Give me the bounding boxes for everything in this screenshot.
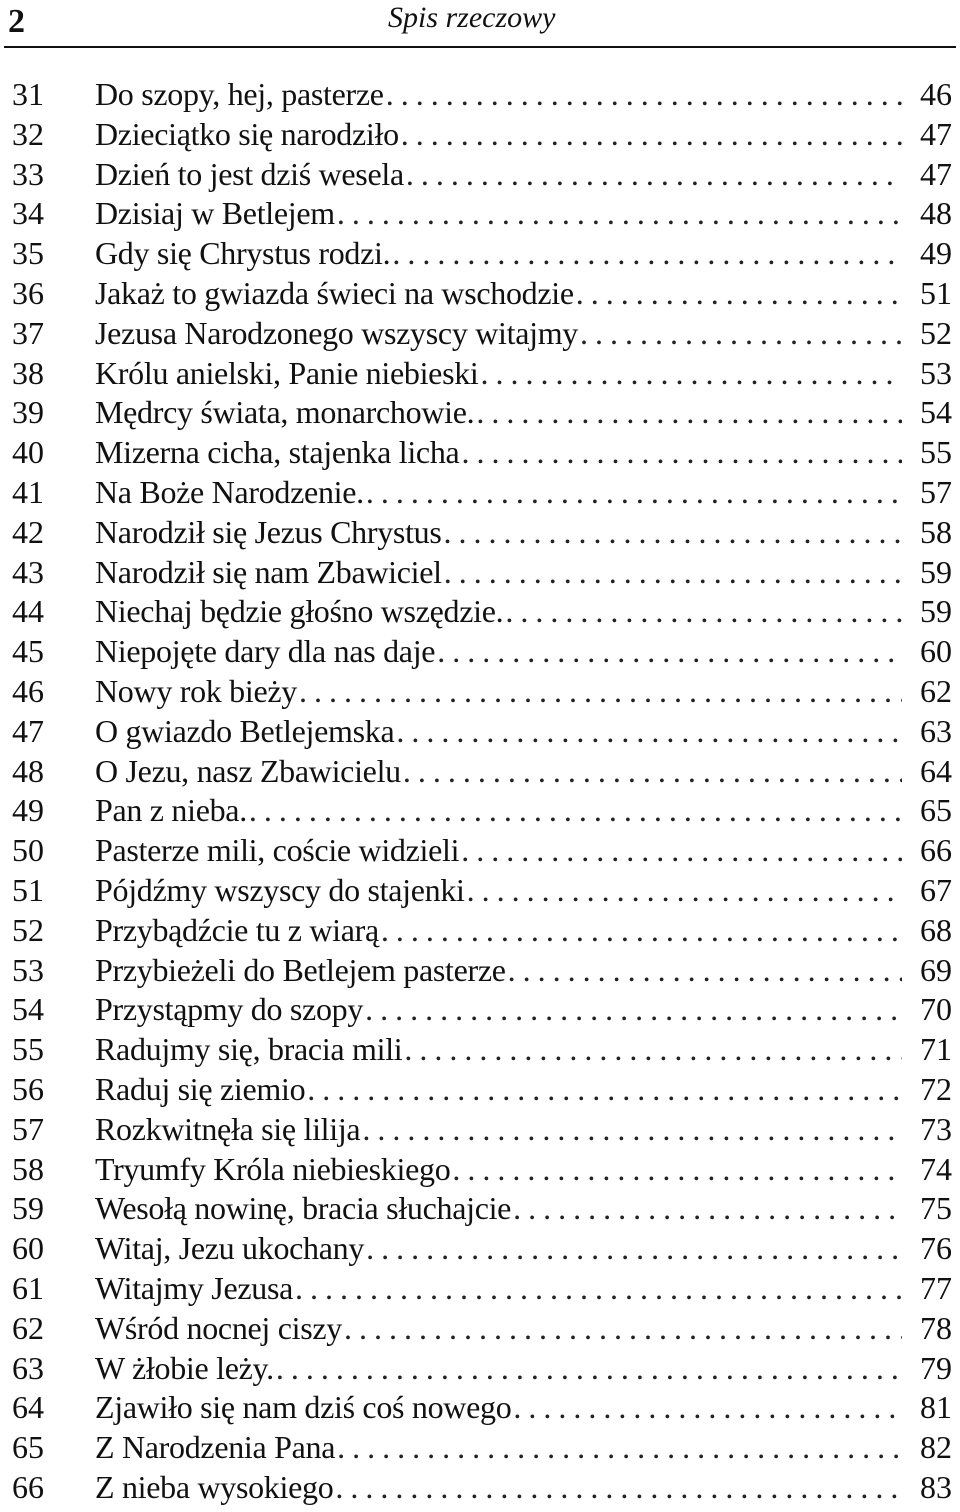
dot-leader	[396, 712, 902, 752]
dot-leader	[335, 1468, 902, 1508]
dot-leader	[513, 1388, 902, 1428]
toc-entry	[0, 1428, 960, 1468]
entry-page-number: 54	[920, 394, 952, 431]
dot-leader	[406, 155, 902, 195]
toc-entry	[0, 592, 960, 632]
entry-page-number: 57	[920, 473, 952, 510]
dot-leader	[404, 1030, 902, 1070]
entry-title: Dzień to jest dziś wesela	[95, 155, 404, 192]
toc-entry	[0, 473, 960, 513]
entry-number: 55	[12, 1031, 44, 1068]
dot-leader	[344, 1309, 902, 1349]
entry-title: Pasterze mili, coście widzieli	[95, 832, 460, 869]
entry-page-number: 62	[920, 672, 952, 709]
dot-leader	[403, 752, 902, 792]
entry-page-number: 81	[920, 1389, 952, 1426]
toc-entry	[0, 1349, 960, 1389]
entry-title: Zjawiło się nam dziś coś nowego	[95, 1389, 512, 1426]
entry-number: 40	[12, 434, 44, 471]
entry-page-number: 79	[920, 1349, 952, 1386]
entry-title: Na Boże Narodzenie.	[95, 473, 364, 510]
entry-number: 49	[12, 792, 44, 829]
dot-leader	[307, 1070, 902, 1110]
dot-leader	[366, 473, 902, 513]
entry-title: Królu anielski, Panie niebieski	[95, 354, 479, 391]
toc-entry	[0, 871, 960, 911]
toc-entry	[0, 274, 960, 314]
entry-title: Dzisiaj w Betlejem	[95, 195, 335, 232]
dot-leader	[392, 234, 902, 274]
entry-title: Do szopy, hej, pasterze	[95, 76, 384, 112]
toc-entry	[0, 911, 960, 951]
entry-title: Jakaż to gwiazda świeci na wschodzie	[95, 274, 574, 311]
entry-number: 63	[12, 1349, 44, 1386]
entry-page-number: 58	[920, 513, 952, 550]
entry-title: Radujmy się, bracia mili	[95, 1031, 403, 1068]
entry-title: O gwiazdo Betlejemska	[95, 712, 395, 749]
dot-leader	[276, 1349, 902, 1389]
entry-page-number: 47	[920, 115, 952, 152]
entry-number: 43	[12, 553, 44, 590]
entry-page-number: 47	[920, 155, 952, 192]
toc-entry	[0, 752, 960, 792]
toc-entry	[0, 990, 960, 1030]
entry-number: 36	[12, 274, 44, 311]
entry-title: Mędrcy świata, monarchowie.	[95, 394, 475, 431]
entry-number: 44	[12, 593, 44, 630]
dot-leader	[461, 831, 902, 871]
entry-number: 38	[12, 354, 44, 391]
dot-leader	[444, 513, 902, 553]
entry-number: 60	[12, 1230, 44, 1267]
dot-leader	[437, 632, 902, 672]
entry-page-number: 49	[920, 235, 952, 272]
entry-page-number: 68	[920, 911, 952, 948]
toc-entry	[0, 791, 960, 831]
entry-number: 65	[12, 1429, 44, 1466]
entry-title: Narodził się nam Zbawiciel	[95, 553, 442, 590]
entry-number: 35	[12, 235, 44, 272]
entry-title: Wśród nocnej ciszy	[95, 1309, 342, 1346]
entry-number: 56	[12, 1070, 44, 1107]
entry-title: Gdy się Chrystus rodzi.	[95, 235, 391, 272]
dot-leader	[576, 274, 902, 314]
entry-title: Jezusa Narodzonego wszyscy witajmy	[95, 314, 578, 351]
running-title: Spis rzeczowy	[388, 1, 556, 34]
toc-entry	[0, 1030, 960, 1070]
dot-leader	[505, 592, 902, 632]
entry-title: O Jezu, nasz Zbawicielu	[95, 752, 401, 789]
entry-title: Witajmy Jezusa	[95, 1269, 294, 1306]
entry-title: Nowy rok bieży	[95, 672, 297, 709]
toc-entry	[0, 1070, 960, 1110]
entry-page-number: 71	[920, 1031, 952, 1068]
entry-title: Z Narodzenia Pana	[95, 1429, 336, 1466]
toc-entry	[0, 354, 960, 394]
entry-page-number: 76	[920, 1230, 952, 1267]
entry-page-number: 77	[920, 1269, 952, 1306]
entry-number: 41	[12, 473, 44, 510]
toc-entry	[0, 553, 960, 593]
toc-entry	[0, 712, 960, 752]
entry-number: 51	[12, 871, 44, 908]
entry-page-number: 83	[920, 1468, 952, 1505]
entry-number: 47	[12, 712, 44, 749]
toc-entry	[0, 234, 960, 274]
entry-title: Dzieciątko się narodziło	[95, 115, 399, 152]
entry-number: 37	[12, 314, 44, 351]
toc-entry	[0, 1388, 960, 1428]
toc-entry	[0, 314, 960, 354]
entry-page-number: 48	[920, 195, 952, 232]
entry-page-number: 51	[920, 274, 952, 311]
entry-page-number: 82	[920, 1429, 952, 1466]
dot-leader	[365, 990, 902, 1030]
entry-page-number: 69	[920, 951, 952, 988]
toc-entry	[0, 75, 960, 115]
entry-title: Niechaj będzie głośno wszędzie.	[95, 593, 504, 630]
entry-number: 61	[12, 1269, 44, 1306]
entry-number: 66	[12, 1468, 44, 1505]
entry-title: Niepojęte dary dla nas daje	[95, 633, 436, 670]
entry-page-number: 59	[920, 553, 952, 590]
dot-leader	[299, 672, 902, 712]
entry-number: 58	[12, 1150, 44, 1187]
entry-page-number: 64	[920, 752, 952, 789]
entry-number: 53	[12, 951, 44, 988]
dot-leader	[386, 75, 902, 115]
dot-leader	[444, 553, 902, 593]
entry-title: Wesołą nowinę, bracia słuchajcie	[95, 1190, 512, 1227]
dot-leader	[461, 433, 902, 473]
dot-leader	[366, 1229, 902, 1269]
toc-entry	[0, 1309, 960, 1349]
entry-page-number: 67	[920, 871, 952, 908]
dot-leader	[401, 115, 902, 155]
toc-entry	[0, 393, 960, 433]
entry-number: 62	[12, 1309, 44, 1346]
entry-number: 39	[12, 394, 44, 431]
entry-number: 52	[12, 911, 44, 948]
dot-leader	[580, 314, 902, 354]
entry-title: Pan z nieba.	[95, 792, 247, 829]
entry-title: Z nieba wysokiego	[95, 1468, 334, 1505]
dot-leader	[295, 1269, 902, 1309]
toc-entry	[0, 951, 960, 991]
entry-page-number: 46	[920, 76, 952, 112]
toc-entry	[0, 513, 960, 553]
dot-leader	[337, 1428, 902, 1468]
entry-title: Tryumfy Króla niebieskiego	[95, 1150, 451, 1187]
entry-page-number: 75	[920, 1190, 952, 1227]
entry-title: Przystąpmy do szopy	[95, 991, 364, 1028]
entry-title: Pójdźmy wszyscy do stajenki	[95, 871, 465, 908]
toc-entry	[0, 155, 960, 195]
entry-title: Raduj się ziemio	[95, 1070, 306, 1107]
entry-page-number: 60	[920, 633, 952, 670]
toc-entry	[0, 1229, 960, 1269]
toc-entry	[0, 1269, 960, 1309]
toc-entry	[0, 1110, 960, 1150]
header-rule	[4, 46, 956, 48]
toc-entry	[0, 672, 960, 712]
entry-page-number: 72	[920, 1070, 952, 1107]
entry-page-number: 66	[920, 832, 952, 869]
dot-leader	[362, 1110, 902, 1150]
entry-number: 33	[12, 155, 44, 192]
entry-number: 42	[12, 513, 44, 550]
table-of-contents	[0, 75, 960, 1508]
entry-title: Mizerna cicha, stajenka licha	[95, 434, 460, 471]
entry-page-number: 53	[920, 354, 952, 391]
dot-leader	[337, 194, 902, 234]
dot-leader	[452, 1150, 902, 1190]
toc-entry	[0, 831, 960, 871]
dot-leader	[476, 393, 902, 433]
entry-page-number: 52	[920, 314, 952, 351]
dot-leader	[467, 871, 902, 911]
entry-number: 34	[12, 195, 44, 232]
entry-number: 32	[12, 115, 44, 152]
entry-number: 46	[12, 672, 44, 709]
dot-leader	[513, 1189, 902, 1229]
dot-leader	[381, 911, 902, 951]
entry-number: 54	[12, 991, 44, 1028]
dot-leader	[508, 951, 902, 991]
entry-title: Narodził się Jezus Chrystus	[95, 513, 442, 550]
entry-page-number: 55	[920, 434, 952, 471]
entry-title: Przybieżeli do Betlejem pasterze	[95, 951, 506, 988]
entry-title: W żłobie leży.	[95, 1349, 274, 1386]
entry-number: 57	[12, 1110, 44, 1147]
entry-page-number: 74	[920, 1150, 952, 1187]
entry-page-number: 59	[920, 593, 952, 630]
dot-leader	[249, 791, 902, 831]
entry-number: 59	[12, 1190, 44, 1227]
entry-title: Rozkwitnęła się lilija	[95, 1110, 361, 1147]
entry-page-number: 65	[920, 792, 952, 829]
toc-entry	[0, 1150, 960, 1190]
toc-entry	[0, 1468, 960, 1508]
entry-title: Przybądźcie tu z wiarą	[95, 911, 379, 948]
entry-number: 31	[12, 76, 44, 112]
toc-entry	[0, 632, 960, 672]
toc-entry	[0, 115, 960, 155]
page-header	[0, 0, 960, 48]
entry-title: Witaj, Jezu ukochany	[95, 1230, 365, 1267]
entry-number: 50	[12, 832, 44, 869]
entry-page-number: 70	[920, 991, 952, 1028]
dot-leader	[481, 354, 902, 394]
entry-page-number: 78	[920, 1309, 952, 1346]
toc-entry	[0, 1189, 960, 1229]
entry-page-number: 73	[920, 1110, 952, 1147]
toc-entry	[0, 194, 960, 234]
page-number: 2	[8, 3, 25, 40]
entry-number: 48	[12, 752, 44, 789]
toc-entry	[0, 433, 960, 473]
entry-page-number: 63	[920, 712, 952, 749]
entry-number: 64	[12, 1389, 44, 1426]
entry-number: 45	[12, 633, 44, 670]
